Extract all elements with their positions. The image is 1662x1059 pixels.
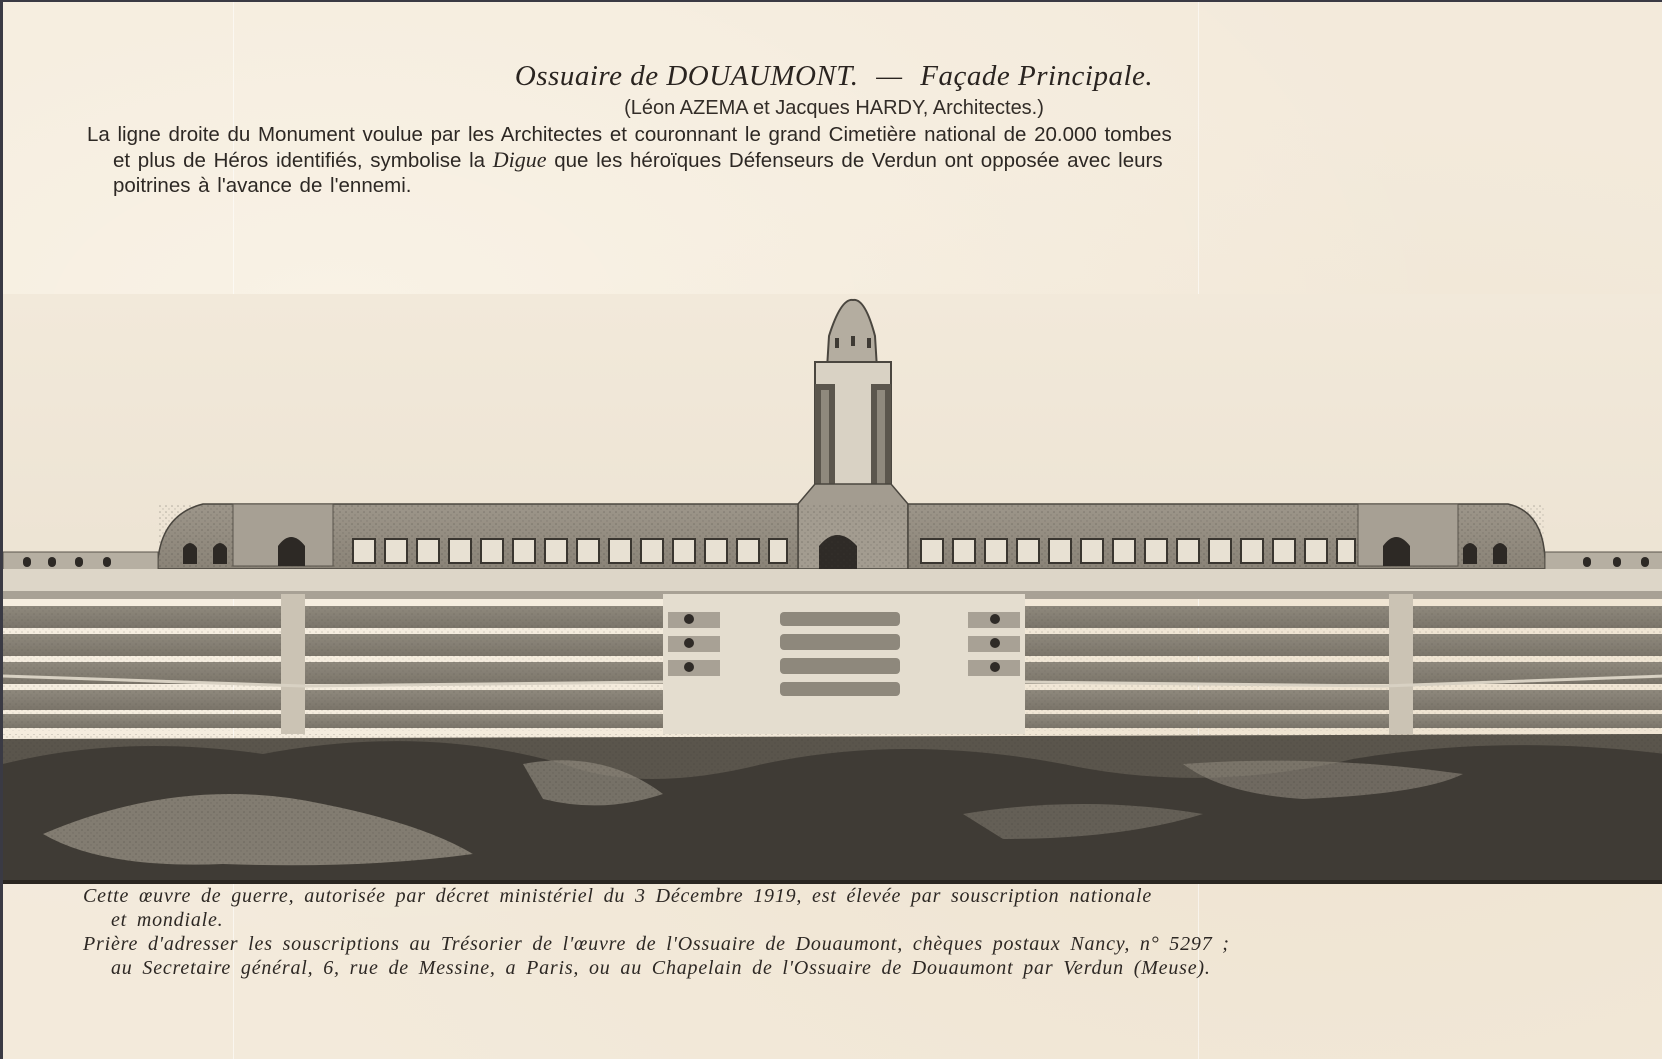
architects-credit: (Léon AZEMA et Jacques HARDY, Architectes.) <box>624 97 1044 119</box>
description-emphasis: Digue <box>492 147 547 172</box>
title-main: Ossuaire de DOUAUMONT. <box>514 60 859 92</box>
postcard-title <box>3 60 1662 93</box>
footer-line: Prière d'adresser les souscriptions au Trésorier de l'œuvre de l'Ossuaire de Douaumont, chèques postaux Nancy, n° 5297 ; <box>83 933 1230 955</box>
footer-text <box>83 884 1595 980</box>
title-separator: — <box>876 60 903 92</box>
description-line: La ligne droite du Monument voulue par les Architectes et couronnant le grand Cimetière national de 20.000 tombes <box>87 123 1172 146</box>
footer-line: et mondiale. <box>111 909 224 931</box>
description-line: poitrines à l'avance de l'ennemi. <box>113 174 412 197</box>
description-text: et plus de Héros identifiés, symbolise la <box>113 149 493 172</box>
monument-illustration <box>3 294 1662 884</box>
footer-line: Cette œuvre de guerre, autorisée par décret ministériel du 3 Décembre 1919, est élevée par souscription nationale <box>83 885 1153 907</box>
footer-line: au Secretaire général, 6, rue de Messine, a Paris, ou au Chapelain de l'Ossuaire de Douaumont par Verdun (Meuse). <box>111 957 1211 979</box>
description-text: que les héroïques Défenseurs de Verdun ont opposée avec leurs <box>546 149 1163 172</box>
title-sub: Façade Principale. <box>920 60 1154 92</box>
description <box>87 122 1587 198</box>
description-line <box>87 147 1587 173</box>
